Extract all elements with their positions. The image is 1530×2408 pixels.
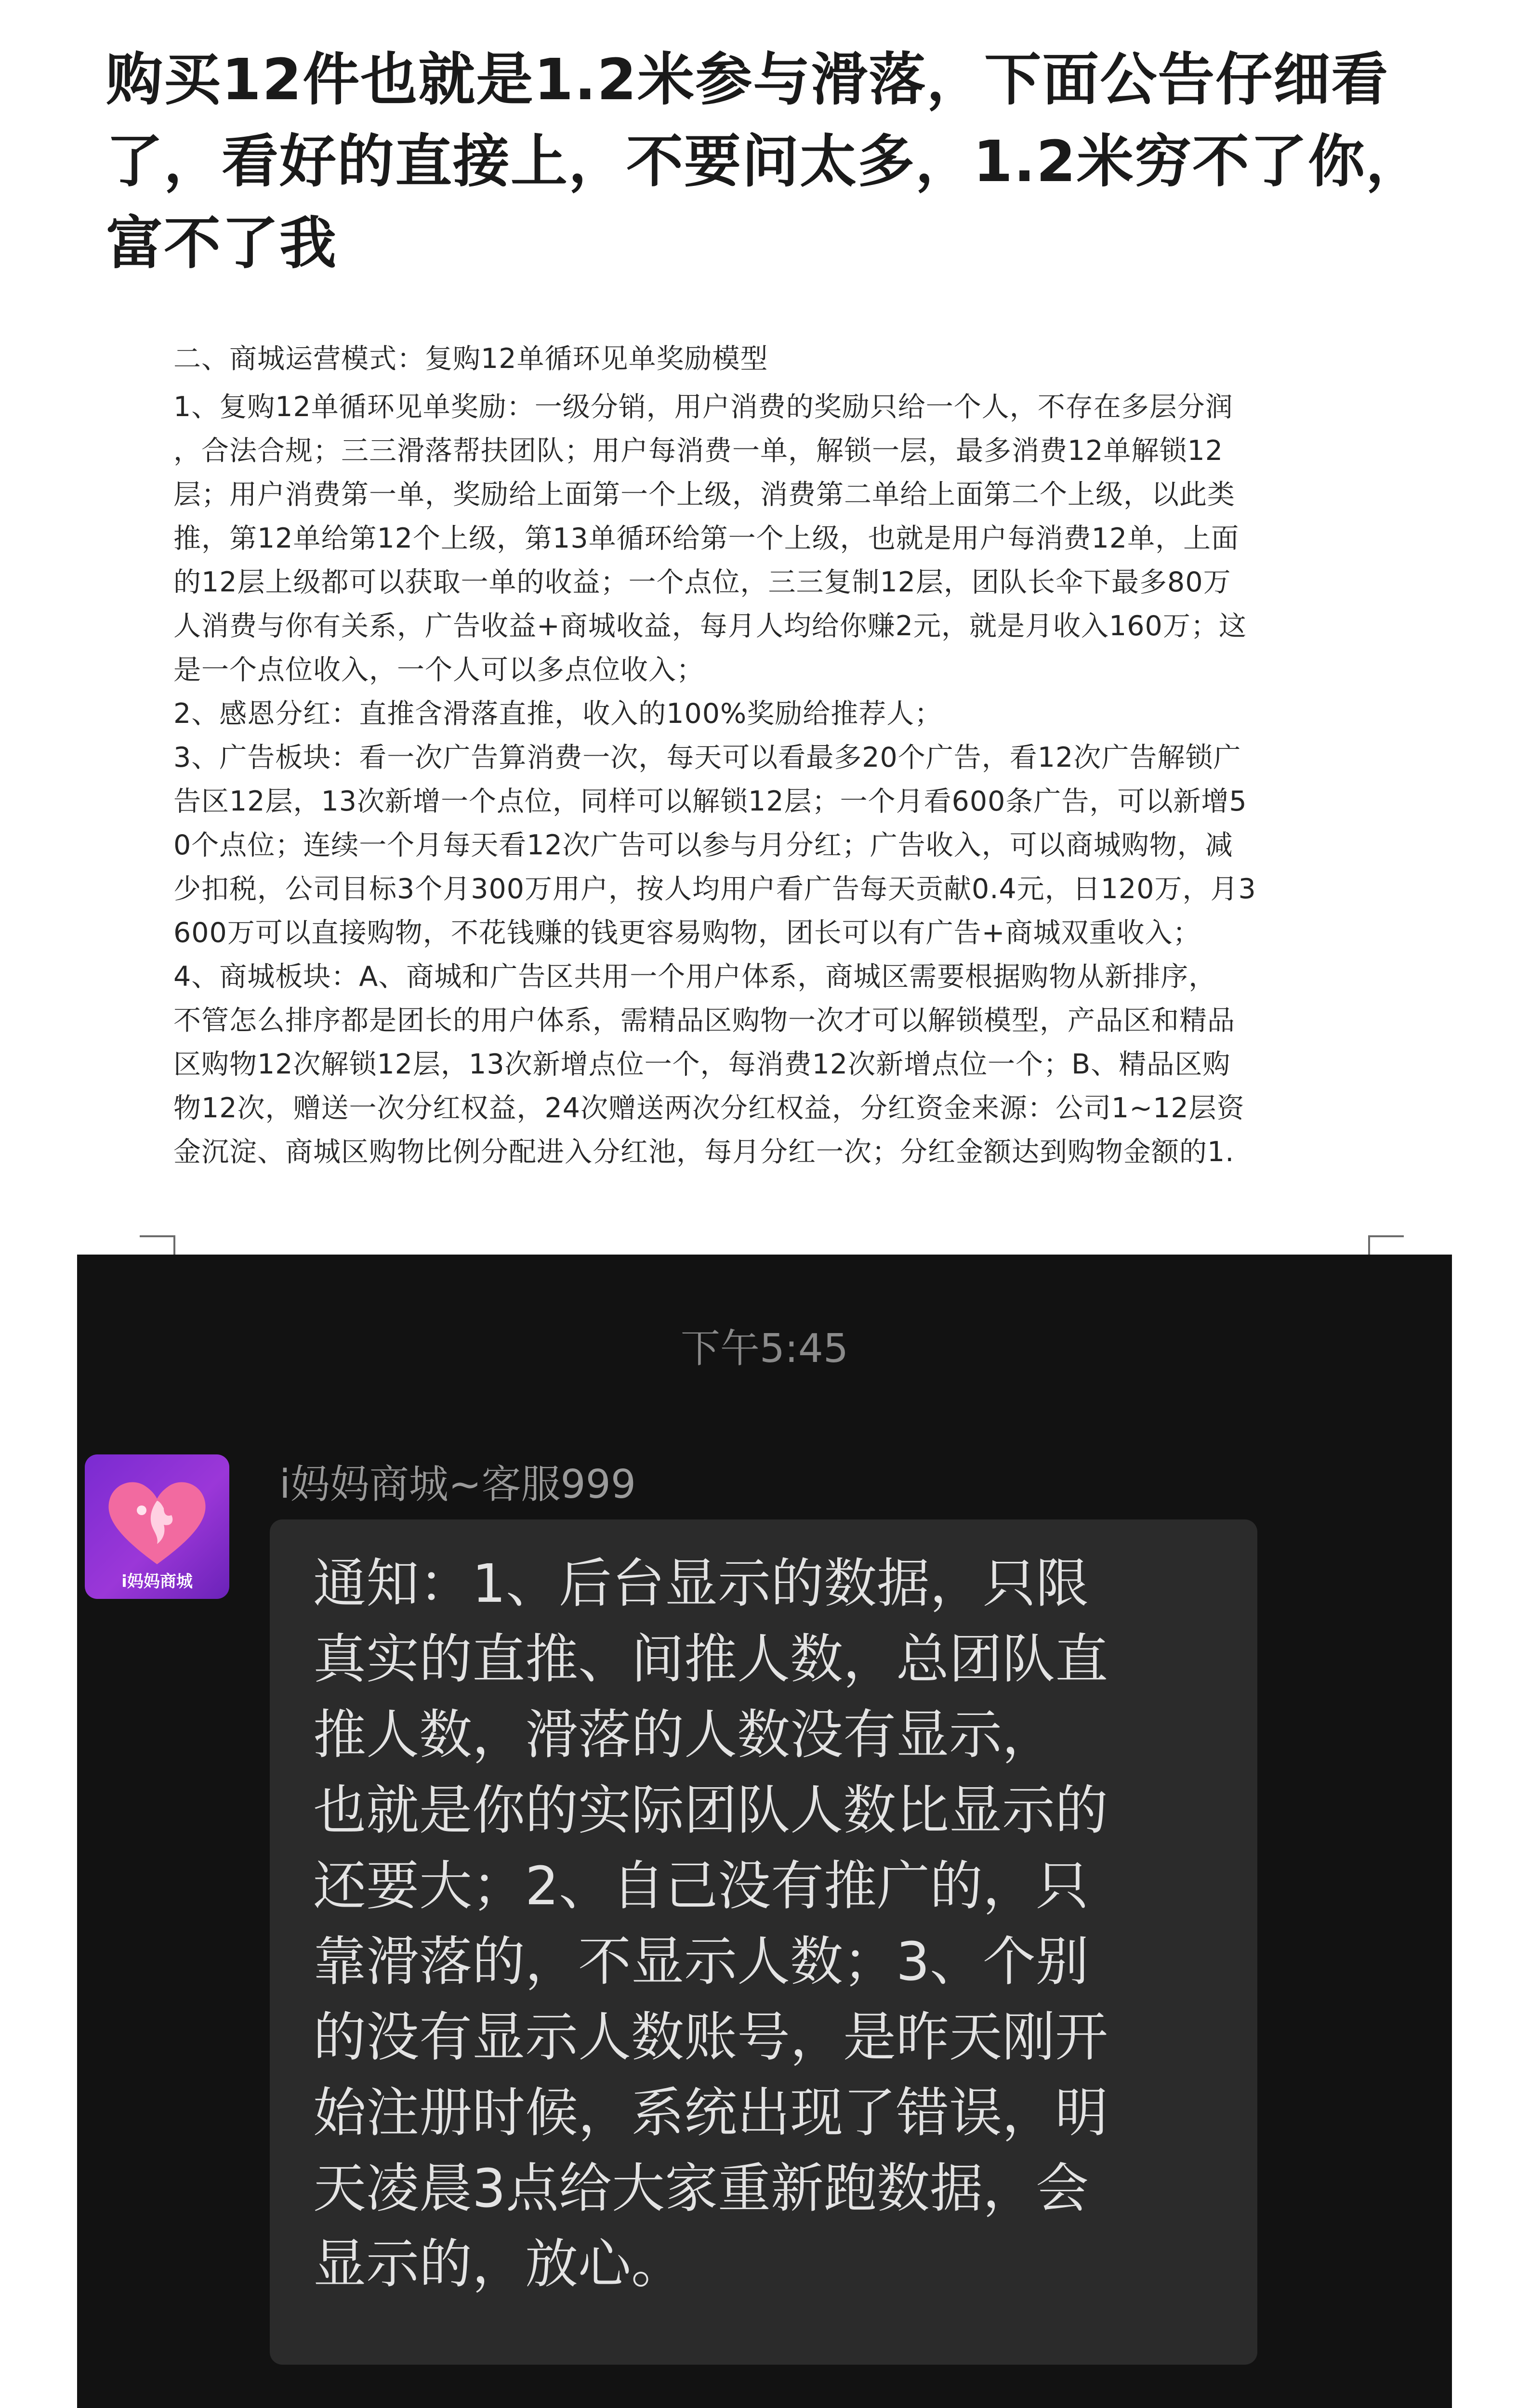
avatar[interactable]	[85, 1454, 229, 1599]
message-bubble[interactable]	[270, 1519, 1257, 2365]
chat-screen	[77, 1255, 1452, 2408]
document-line: 1、复购12单循环见单奖励：一级分销，用户消费的奖励只给一个人，不存在多层分润	[173, 391, 1233, 423]
message-line: 显示的，放心。	[313, 2233, 684, 2295]
document-line: 是一个点位收入，一个人可以多点位收入；	[173, 654, 704, 686]
document-line: 600万可以直接购物，不花钱赚的钱更容易购物，团长可以有广告+商城双重收入；	[173, 917, 1201, 949]
document-line: ，合法合规；三三滑落帮扶团队；用户每消费一单，解锁一层，最多消费12单解锁12	[173, 435, 1224, 467]
document-line: 0个点位；连续一个月每天看12次广告可以参与月分红；广告收入，可以商城购物，减	[173, 829, 1233, 861]
message-line: 真实的直推、间推人数，总团队直	[313, 1628, 1108, 1690]
message-line: 靠滑落的，不显示人数；3、个别	[313, 1931, 1089, 1992]
document-line: 3、广告板块：看一次广告算消费一次，每天可以看最多20个广告，看12次广告解锁广	[173, 742, 1241, 773]
message-line: 还要大；2、自己没有推广的，只	[313, 1855, 1089, 1917]
document-line: 区购物12次解锁12层，13次新增点位一个，每消费12次新增点位一个；B、精品区购	[173, 1048, 1231, 1080]
message-line: 的没有显示人数账号，是昨天刚开	[313, 2006, 1108, 2068]
document-line: 人消费与你有关系，广告收益+商城收益，每月人均给你赚2元，就是月收入160万；这	[173, 610, 1247, 642]
document-line: 层；用户消费第一单，奖励给上面第一个上级，消费第二单给上面第二个上级，以此类	[173, 479, 1235, 510]
document-line: 的12层上级都可以获取一单的收益；一个点位，三三复制12层，团队长伞下最多80万	[173, 566, 1231, 598]
headline-text: 购买12件也就是1.2米参与滑落，下面公告仔细看了，看好的直接上，不要问太多，1.2米穷不了你，富不了我	[106, 46, 1424, 276]
message-line: 通知：1、后台显示的数据，只限	[313, 1553, 1089, 1614]
page-corner-mark-left	[140, 1235, 175, 1256]
document-line: 告区12层，13次新增一个点位，同样可以解锁12层；一个月看600条广告，可以新增5	[173, 785, 1247, 817]
document-line: 不管怎么排序都是团长的用户体系，需精品区购物一次才可以解锁模型，产品区和精品	[173, 1005, 1235, 1036]
message-line: 也就是你的实际团队人数比显示的	[313, 1780, 1108, 1841]
document-line: 少扣税，公司目标3个月300万用户，按人均用户看广告每天贡献0.4元，日120万，月3	[173, 873, 1256, 905]
document-body	[173, 385, 1368, 1174]
document-line: 4、商城板块：A、商城和广告区共用一个用户体系，商城区需要根据购物从新排序，	[173, 961, 1217, 993]
document-excerpt	[173, 343, 1368, 1223]
document-line: 2、感恩分红：直推含滑落直推，收入的100%奖励给推荐人；	[173, 698, 943, 730]
document-line: 金沉淀、商城区购物比例分配进入分红池，每月分红一次；分红金额达到购物金额的1.	[173, 1136, 1235, 1168]
sender-name: i妈妈商城~客服999	[279, 1462, 636, 1507]
document-line: 二、商城运营模式：复购12单循环见单奖励模型	[173, 343, 768, 375]
document-line: 物12次，赠送一次分红权益，24次赠送两次分红权益，分红资金来源：公司1~12层资	[173, 1092, 1245, 1124]
document-cut-line	[173, 337, 1368, 375]
document-line: 推，第12单给第12个上级，第13单循环给第一个上级，也就是用户每消费12单，上面	[173, 523, 1240, 554]
message-line: 推人数，滑落的人数没有显示，	[313, 1704, 1055, 1766]
message-timestamp: 下午5:45	[680, 1326, 849, 1372]
message-line: 始注册时候，系统出现了错误，明	[313, 2082, 1108, 2144]
avatar-label: i妈妈商城	[121, 1572, 193, 1591]
message-line: 天凌晨3点给大家重新跑数据，会	[313, 2158, 1089, 2219]
page-corner-mark-right	[1368, 1235, 1404, 1256]
